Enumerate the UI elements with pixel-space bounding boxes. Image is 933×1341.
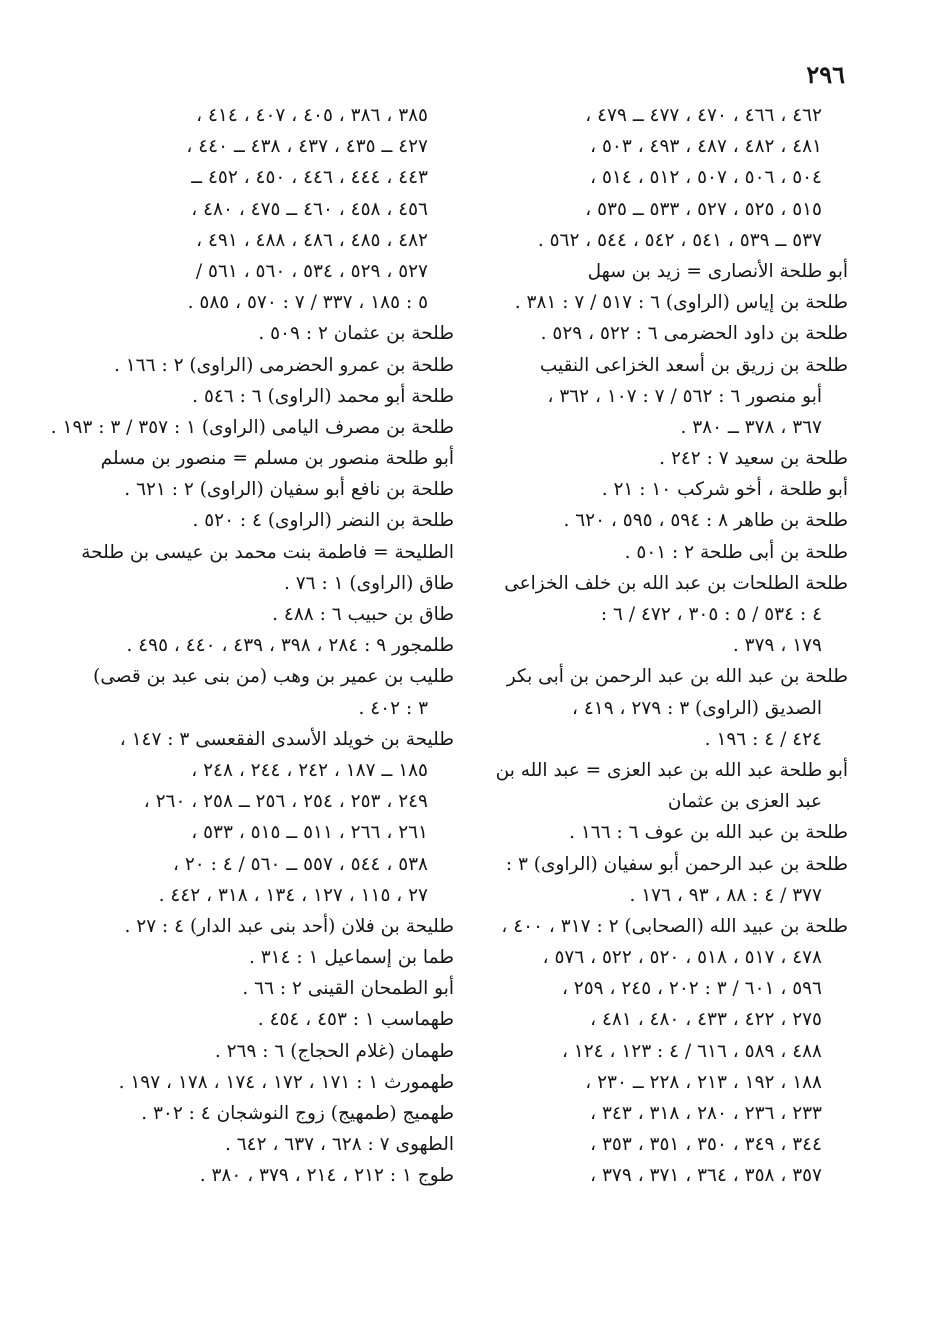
index-entry-line: الصديق (الراوى) ٣ : ٢٧٩ ، ٤١٩ ، <box>572 697 822 719</box>
index-entry-line: ١٧٩ ، ٣٧٩ . <box>732 635 822 657</box>
index-entry-line: ٤ : ٥٣٤ / ٥ : ٣٠٥ ، ٤٧٢ / ٦ : <box>600 604 822 625</box>
index-entry-line: ٣ : ٤٠٢ . <box>358 697 428 719</box>
index-entry-line: ٤٨٨ ، ٥٨٩ ، ٦١٦ / ٤ : ١٢٣ ، ١٢٤ ، <box>561 1040 822 1062</box>
index-entry-line: ٤٦٢ ، ٤٦٦ ، ٤٧٠ ، ٤٧٧ ــ ٤٧٩ ، <box>585 105 822 126</box>
index-entry-line: ٤٨٢ ، ٤٨٥ ، ٤٨٦ ، ٤٨٨ ، ٤٩١ ، <box>196 229 428 251</box>
index-entry-line: طلحة بن إياس (الراوى) ٦ : ٥١٧ / ٧ : ٣٨١ . <box>514 292 848 314</box>
index-entry-line: طما بن إسماعيل ١ : ٣١٤ . <box>248 947 454 969</box>
index-entry-line: ٥١٥ ، ٥٢٥ ، ٥٢٧ ، ٥٣٣ ــ ٥٣٥ ، <box>585 198 822 220</box>
index-entry-line: طاق بن حبيب ٦ : ٤٨٨ . <box>272 604 454 625</box>
index-entry-line: طلحة بن عبد الله بن عبد الرحمن بن أبى بكر <box>506 666 848 688</box>
index-entry-line: ٤٢٤ / ٤ : ١٩٦ . <box>704 728 822 750</box>
index-entry-line: ١٨٨ ، ١٩٢ ، ٢١٣ ، ٢٢٨ ــ ٢٣٠ ، <box>585 1071 822 1093</box>
index-entry-line: ٢٤٩ ، ٢٥٣ ، ٢٥٤ ، ٢٥٦ ــ ٢٥٨ ، ٢٦٠ ، <box>143 791 428 813</box>
index-entry-line: ٤٤٣ ، ٤٤٤ ، ٤٤٦ ، ٤٥٠ ، ٤٥٢ ــ <box>191 167 428 189</box>
index-entry-line: أبو طلحة ، أخو شركب ١٠ : ٢١ . <box>601 479 848 501</box>
index-entry-line: ١٨٥ ــ ١٨٧ ، ٢٤٢ ، ٢٤٤ ، ٢٤٨ ، <box>191 759 428 781</box>
index-entry-line: طلحة بن نافع أبو سفيان (الراوى) ٢ : ٦٢١ . <box>124 479 454 501</box>
index-entry-line: ٥٢٧ ، ٥٢٩ ، ٥٣٤ ، ٥٦٠ ، ٥٦١ / <box>195 260 428 282</box>
index-entry-line: طهماسب ١ : ٤٥٣ ، ٤٥٤ . <box>257 1009 454 1031</box>
index-entry-line: طلحة بن زريق بن أسعد الخزاعى النقيب <box>539 354 848 376</box>
index-entry-line: ٢٧ ، ١١٥ ، ١٢٧ ، ١٣٤ ، ٣١٨ ، ٤٤٢ . <box>158 884 428 906</box>
index-entry-line: طهمورث ١ : ١٧١ ، ١٧٢ ، ١٧٤ ، ١٧٨ ، ١٩٧ . <box>118 1071 454 1093</box>
index-entry-line: أبو طلحة عبد الله بن عبد العزى = عبد الله بن <box>495 759 848 781</box>
index-entry-line: الطليحة = فاطمة بنت محمد بن عيسى بن طلحة <box>81 541 454 563</box>
index-entry-line: طلحة بن مصرف اليامى (الراوى) ١ : ٣٥٧ / ٣ : ١٩٣ . <box>50 416 454 438</box>
index-entry-line: ٥٣٧ ــ ٥٣٩ ، ٥٤١ ، ٥٤٢ ، ٥٤٤ ، ٥٦٢ . <box>537 229 822 251</box>
index-entry-line: طلحة بن عبد الله بن عوف ٦ : ١٦٦ . <box>569 822 848 844</box>
index-entry-line: أبو طلحة منصور بن مسلم = منصور بن مسلم <box>100 448 454 470</box>
index-entry-line: أبو طلحة الأنصارى = زيد بن سهل <box>587 260 848 282</box>
index-entry-line: طلحة بن النضر (الراوى) ٤ : ٥٢٠ . <box>192 510 454 532</box>
index-entry-line: ٤٥٦ ، ٤٥٨ ، ٤٦٠ ــ ٤٧٥ ، ٤٨٠ ، <box>191 198 428 220</box>
index-entry-line: طلمجور ٩ : ٢٨٤ ، ٣٩٨ ، ٤٣٩ ، ٤٤٠ ، ٤٩٥ . <box>126 635 454 657</box>
index-entry-line: ٣٦٧ ، ٣٧٨ ــ ٣٨٠ . <box>680 416 822 438</box>
index-entry-line: طهميج (طمهيج) زوج النوشجان ٤ : ٣٠٢ . <box>141 1103 454 1124</box>
index-entry-line: طلحة أبو محمد (الراوى) ٦ : ٥٤٦ . <box>192 385 454 407</box>
index-entry-line: طلحة بن عبيد الله (الصحابى) ٢ : ٣١٧ ، ٤٠٠ ، <box>501 915 848 937</box>
index-entry-line: الطهوى ٧ : ٦٢٨ ، ٦٣٧ ، ٦٤٢ . <box>224 1134 454 1156</box>
index-entry-line: طلحة بن داود الحضرمى ٦ : ٥٢٢ ، ٥٢٩ . <box>540 323 848 345</box>
index-entry-line: طلحة بن طاهر ٨ : ٥٩٤ ، ٥٩٥ ، ٦٢٠ . <box>563 510 848 532</box>
index-entry-line: ٣٨٥ ، ٣٨٦ ، ٤٠٥ ، ٤٠٧ ، ٤١٤ ، <box>196 105 428 126</box>
index-entry-line: ٥٠٤ ، ٥٠٦ ، ٥٠٧ ، ٥١٢ ، ٥١٤ ، <box>590 167 822 189</box>
page-number: ٢٩٦ <box>806 60 845 89</box>
index-entry-line: طلحة الطلحات بن عبد الله بن خلف الخزاعى <box>504 572 848 594</box>
index-entry-line: ٤٢٧ ــ ٤٣٥ ، ٤٣٧ ، ٤٣٨ ــ ٤٤٠ ، <box>186 136 428 158</box>
index-entry-line: ٤٧٨ ، ٥١٧ ، ٥١٨ ، ٥٢٠ ، ٥٢٢ ، ٥٧٦ ، <box>542 947 822 969</box>
index-entry-line: ٢٦١ ، ٢٦٦ ، ٥١١ ــ ٥١٥ ، ٥٣٣ ، <box>191 822 428 844</box>
index-entry-line: طلحة بن عبد الرحمن أبو سفيان (الراوى) ٣ : <box>505 853 848 875</box>
index-entry-line: ٤٨١ ، ٤٨٢ ، ٤٨٧ ، ٤٩٣ ، ٥٠٣ ، <box>590 136 822 158</box>
index-entry-line: ٣٥٧ ، ٣٥٨ ، ٣٦٤ ، ٣٧١ ، ٣٧٩ ، <box>590 1165 822 1187</box>
index-entry-line: طلحة بن أبى طلحة ٢ : ٥٠١ . <box>624 541 848 563</box>
index-entry-line: ٣٧٧ / ٤ : ٨٨ ، ٩٣ ، ١٧٦ . <box>629 884 822 906</box>
index-entry-line: ٥ : ١٨٥ ، ٣٣٧ / ٧ : ٥٧٠ ، ٥٨٥ . <box>187 292 428 314</box>
index-entry-line: طليب بن عمير بن وهب (من بنى عبد بن قصى) <box>93 666 454 688</box>
index-entry-line: طلحة بن سعيد ٧ : ٢٤٢ . <box>659 448 848 470</box>
index-entry-line: ٥٩٦ ، ٦٠١ / ٣ : ٢٠٢ ، ٢٤٥ ، ٢٥٩ ، <box>561 978 822 1000</box>
right-index-column <box>488 100 848 1192</box>
index-entry-line: طوج ١ : ٢١٢ ، ٢١٤ ، ٣٧٩ ، ٣٨٠ . <box>199 1165 454 1187</box>
index-entry-line: طلحة بن عثمان ٢ : ٥٠٩ . <box>258 323 454 345</box>
index-entry-line: ٣٤٤ ، ٣٤٩ ، ٣٥٠ ، ٣٥١ ، ٣٥٣ ، <box>590 1134 822 1156</box>
index-entry-line: طهمان (غلام الحجاج) ٦ : ٢٦٩ . <box>214 1040 454 1062</box>
index-entry-line: عبد العزى بن عثمان <box>667 791 822 813</box>
index-entry-line: طليحة بن فلان (أحد بنى عبد الدار) ٤ : ٢٧ . <box>124 915 454 937</box>
index-entry-line: طليحة بن خويلد الأسدى الفقعسى ٣ : ١٤٧ ، <box>119 728 454 750</box>
index-entry-line: طلحة بن عمرو الحضرمى (الراوى) ٢ : ١٦٦ . <box>113 354 454 376</box>
index-entry-line: أبو منصور ٦ : ٥٦٢ / ٧ : ١٠٧ ، ٣٦٢ ، <box>547 385 822 407</box>
index-entry-line: طاق (الراوى) ١ : ٧٦ . <box>283 572 454 594</box>
left-index-column <box>50 100 454 1192</box>
index-entry-line: ٢٧٥ ، ٤٢٢ ، ٤٣٣ ، ٤٨٠ ، ٤٨١ ، <box>590 1009 822 1031</box>
index-entry-line: ٥٣٨ ، ٥٤٤ ، ٥٥٧ ــ ٥٦٠ / ٤ : ٢٠ ، <box>173 853 428 875</box>
index-entry-line: ٢٣٣ ، ٢٣٦ ، ٢٨٠ ، ٣١٨ ، ٣٤٣ ، <box>590 1103 822 1124</box>
index-entry-line: أبو الطمحان القينى ٢ : ٦٦ . <box>242 978 454 1000</box>
